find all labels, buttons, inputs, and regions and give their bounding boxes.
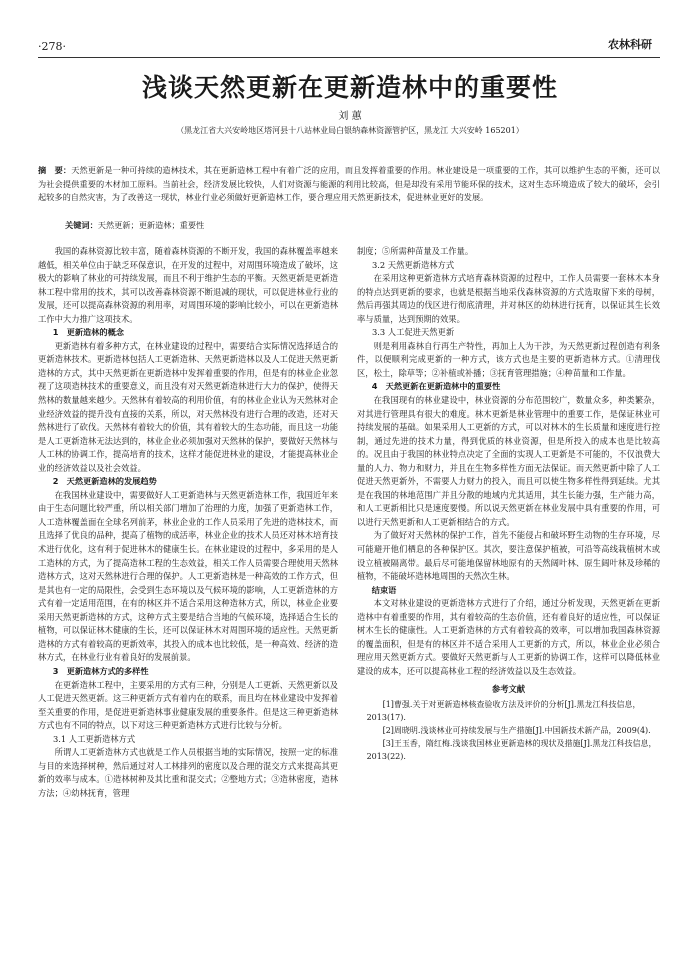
abstract-label: 摘 要： bbox=[38, 165, 72, 175]
section-heading: 3.1 人工更新造林方式 bbox=[52, 733, 136, 744]
paragraph: 所谓人工更新造林方式也就是工作人员根据当地的实际情况，按照一定的标准与目的来选择树种，然后通过对人工林排列的密度以及合理的混交方式来提高其更新的效率与成本。①造林树种及其比重和混交式；②整地方式；③造林密度，造林方法；④幼林抚育，管理 bbox=[38, 747, 338, 798]
paragraph: 制度；⑤所需种苗量及工作量。 bbox=[357, 246, 474, 256]
page-number: ·278· bbox=[38, 40, 66, 53]
author-name: 刘 蕙 bbox=[338, 111, 362, 122]
reference-item: [2]周晓明.浅谈林业可持续发展与生产措施[J].中国新技术新产品，2009(4). bbox=[382, 726, 651, 736]
paper-title: 浅谈天然更新在更新造林中的重要性 bbox=[141, 73, 558, 102]
section-heading: 1 更新造林的概念 bbox=[52, 327, 124, 338]
section-heading: 3.3 人工促进天然更新 bbox=[371, 327, 455, 338]
keywords-label: 关键词： bbox=[65, 220, 98, 230]
header-rule bbox=[38, 57, 660, 58]
paragraph: 更新造林有着多种方式，在林业建设的过程中，需要结合实际情况选择适合的更新造林技术。更新造林包括人工更新造林、天然更新造林以及人工促进天然更新造林的方式，其中天然更新在更新造林中发挥着重要的作用，但是有的林业企业忽视了这项造林技术的重要意义，而且没有对天然更新造林进行大力的保护，使得天然林的数量越来越少。天然林有着较高的利用价值，有的林业企业认为天然林对企业经济效益的提升没有直接的关系，所以，对天然林没有进行合理的改造，还对天然林进行了砍伐。天然林有着较大的价值，其有着较大的生态功能，而且这一功能是人工更新造林无法达到的，林业企业必须加强对天然林的保护，要做好天然林与人工林的协调工作，提高培育的技术，这样才能促进林业的建设，才能提高林业企业的经济效益以及社会效益。 bbox=[38, 340, 338, 473]
reference-item: [1]曹强.关于对更新造林核查验收方法及评价的分析[J].黑龙江科技信息，2013(17). bbox=[366, 700, 641, 723]
author-affiliation: （黑龙江省大兴安岭地区塔河县十八站林业局白银纳森林资源管护区，黑龙江 大兴安岭 165201） bbox=[176, 126, 524, 135]
section-heading: 3.2 天然更新造林方式 bbox=[371, 259, 455, 270]
journal-name: 农林科研 bbox=[608, 38, 652, 51]
paragraph: 在更新造林工程中，主要采用的方式有三种，分别是人工更新、天然更新以及人工促进天然更新。这三种更新方式有着内在的联系，而且均在林业建设中发挥着至关重要的作用，是促进更新造林事业健康发展的重要条件。但是这三种更新造林方式也有不同的特点，以下对这三种更新造林方式进行比较与分析。 bbox=[38, 679, 338, 731]
references-list bbox=[357, 698, 660, 763]
paragraph: 在采用这种更新造林方式培育森林资源的过程中，工作人员需要一套林木本身的特点达到更新的要求，也就是根据当地采伐森林资源的方式选取留下来的母树，然后再强其周边的伐区进行彻底清理，并对林区的幼林进行抚育，以保证其生长效率与质量，达到预期的效果。 bbox=[357, 273, 660, 324]
keywords-text: 天然更新；更新造林；重要性 bbox=[97, 220, 205, 230]
right-column bbox=[357, 245, 660, 763]
reference-item: [3]王玉香，隋红梅.浅谈我国林业更新造林的现状及措施[J].黑龙江科技信息，2013(22). bbox=[366, 739, 657, 762]
paragraph: 我国的森林资源比较丰富，随着森林资源的不断开发，我国的森林覆盖率越来越低，相关单位由于缺乏环保意识，在开发的过程中，对周围环境造成了破坏，这极大的影响了林业的可持续发展，而且不利于维护生态的平衡。天然更新是更新造林工程中常用的技术，其可以改善森林资源不断退减的现状，可以促进林业行业的发展，还可以提高森林资源的利用率，对周围环境的影响比较小，可以在更新造林工作中大力推广这项技术。 bbox=[38, 246, 338, 324]
paragraph: 在我国现有的林业建设中，林业资源的分布范围较广，数量众多，种类繁杂，对其进行管理具有很大的难度。林木更新是林业管理中的重要工作，是保证林业可持续发展的基础。如果采用人工更新的方式，可以对林木的生长质量和速度进行控制，通过先进的技术力量，得到优质的林业资源，但是所投入的成本也是比较高的。况且由于我国的林业特点决定了全面的实现人工更新是不可能的，不仅浪费大量的人力、物力和财力，并且在生物多样性方面无法保证。而天然更新中除了人工促进天然更新外，不需要人力财力的投入，而且可以使生物多样性得到延续。尤其是在我国的林地范围广并且分散的地域内尤其适用，其生长能力强，生产能力高，和人工更新相比只是速度要慢。所以说天然更新在林业发展中具有重要的作用，可以进行天然更新和人工更新相结合的方式。 bbox=[357, 395, 660, 527]
section-heading: 4 天然更新在更新造林中的重要性 bbox=[371, 381, 501, 392]
section-heading: 结束语 bbox=[371, 584, 397, 595]
right-column-body bbox=[357, 245, 660, 679]
section-heading: 2 天然更新造林的发展趋势 bbox=[52, 476, 157, 487]
left-column bbox=[38, 245, 338, 800]
abstract bbox=[38, 164, 660, 205]
section-heading: 3 更新造林方式的多样性 bbox=[52, 665, 149, 676]
paragraph: 为了做好对天然林的保护工作，首先不能侵占和破坏野生动物的生存环境，尽可能避开他们栖息的各种保护区。其次，要注意保护植被，可沿等高线栽植树木或设立植被隔离带。最后尽可能地保留林地原有的天然阔叶林、原生阔叶林及珍稀的植物，不能破坏造林地周围的天然次生林。 bbox=[357, 530, 660, 582]
paragraph: 则是利用森林自行再生产特性，再加上人为干涉，为天然更新过程创造有利条件，以便顺利完成更新的一种方式，该方式也是主要的更新造林方式。①清理伐区，松土，除草等；②补植或补播；③抚育管理措施；④种苗量和工作量。 bbox=[357, 340, 660, 378]
abstract-text: 天然更新是一种可持续的造林技术，其在更新造林工程中有着广泛的应用，而且发挥着重要的作用。林业建设是一项重要的工作，其可以维护生态的平衡，还可以为社会提供重要的木材加工原料。当前社会，经济发展比较快，人们对资源与能源的利用比较高，但是却没有采用节能环保的技术，这对生态环境造成了较大的破坏，会引起较多的自然灾害，为了改善这一现状，林业行业必须做好更新造林工作，要合理应用天然更新技术，促进林业更好的发展。 bbox=[38, 165, 660, 203]
paragraph: 在我国林业建设中，需要做好人工更新造林与天然更新造林工作，我国近年来由于生态问题比较严重，所以相关部门增加了治理的力度，加强了更新造林工作，人工造林覆盖面在全球名列前茅，林业企业的工作人员采用了先进的造林技术，而且选择了优良的品种，提高了植物的成活率，林业企业的技术人员还对林木培育技术进行优化，这有利于促进林木的健康生长。在林业建设的过程中，多采用的是人工造林的方式，为了提高造林工程的生态效益，相关工作人员需要合理使用天然林造林方式，这对天然林进行合理的保护。人工更新造林是一种高效的工作方式，但是其也有一定的局限性，会受到生态环境以及气候环境的影响，人工更新造林的方式有着一定适用范围，在有的林区并不适合采用这种造林方式，所以，林业企业要采用天然更新造林的方式，这种方式主要是结合当地的气候环境，选择适合生长的植物，可以保证林木健康的生长，还可以保证林木对周围环境的适应性。天然更新造林的方式有着较高的更新效率，其投入的成本也比较低，是一种高效、经济的造林方式，在林业行业有着良好的发展前景。 bbox=[38, 489, 338, 663]
paragraph: 本文对林业建设的更新造林方式进行了介绍，通过分析发现，天然更新在更新造林中有着重要的作用，其有着较高的生态价值，还有着良好的适应性，可以保证树木生长的健康性。人工更新造林的方式有着较高的效率，可以增加我国森林资源的覆盖面积，但是有的林区并不适合采用人工更新的方式，所以，林业企业必须合理应用天然更新方式。要做好天然更新与人工更新的协调工作，这样可以降低林业建设的成本，还可以提高林业工程的经济效益以及生态效益。 bbox=[357, 598, 660, 676]
references-heading: 参考文献 bbox=[491, 683, 526, 694]
keywords bbox=[65, 220, 204, 231]
